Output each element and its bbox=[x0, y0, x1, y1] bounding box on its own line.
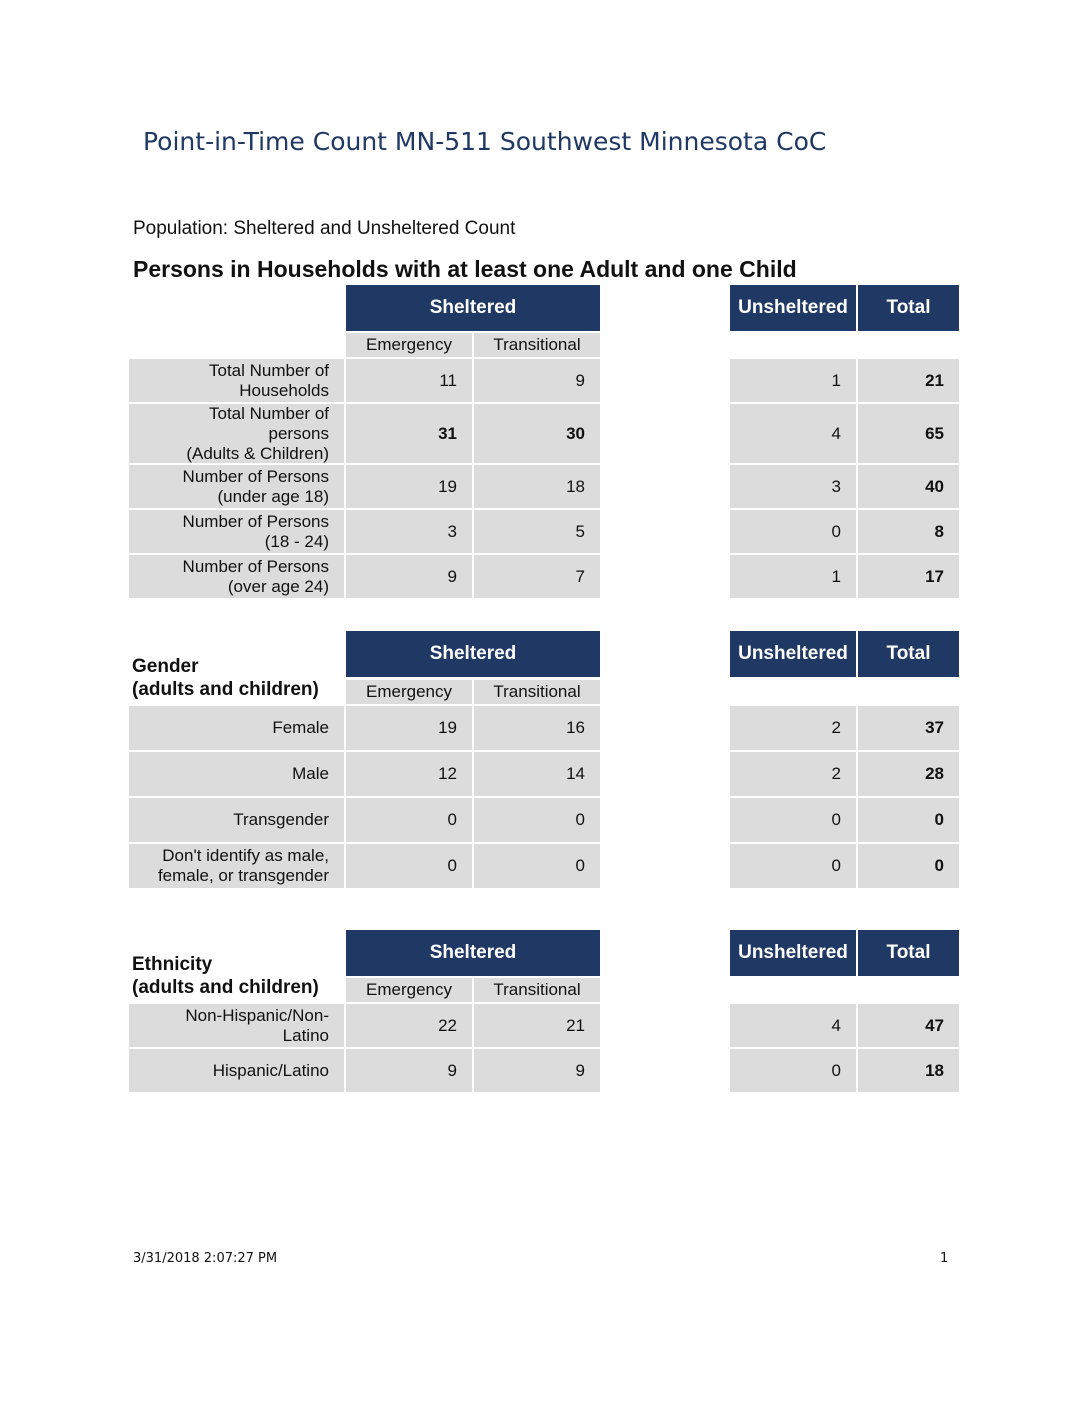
households-cell-transitional: 5 bbox=[474, 510, 600, 553]
gender-header-total: Total bbox=[858, 631, 959, 677]
ethnicity-cell-unsheltered: 4 bbox=[730, 1004, 856, 1047]
gender-row-label: Female bbox=[129, 706, 344, 750]
households-cell-emergency: 31 bbox=[346, 404, 472, 463]
households-cell-unsheltered: 1 bbox=[730, 555, 856, 598]
gender-cell-unsheltered: 2 bbox=[730, 752, 856, 796]
gender-row-label: Transgender bbox=[129, 798, 344, 842]
households-cell-unsheltered: 3 bbox=[730, 465, 856, 508]
gender-cell-total: 0 bbox=[858, 798, 959, 842]
ethnicity-cell-transitional: 21 bbox=[474, 1004, 600, 1047]
gender-cell-transitional: 16 bbox=[474, 706, 600, 750]
households-header-total: Total bbox=[858, 285, 959, 331]
gender-subheader-emergency: Emergency bbox=[346, 680, 472, 704]
gender-header-sheltered: Sheltered bbox=[346, 631, 600, 677]
gender-cell-transitional: 14 bbox=[474, 752, 600, 796]
gender-group-label: Gender (adults and children) bbox=[132, 656, 319, 700]
households-cell-emergency: 3 bbox=[346, 510, 472, 553]
gender-row-label: Male bbox=[129, 752, 344, 796]
ethnicity-cell-unsheltered: 0 bbox=[730, 1049, 856, 1092]
ethnicity-cell-transitional: 9 bbox=[474, 1049, 600, 1092]
ethnicity-header-unsheltered: Unsheltered bbox=[730, 930, 856, 976]
gender-cell-emergency: 12 bbox=[346, 752, 472, 796]
ethnicity-cell-emergency: 9 bbox=[346, 1049, 472, 1092]
households-cell-transitional: 7 bbox=[474, 555, 600, 598]
households-subheader-emergency: Emergency bbox=[346, 333, 472, 357]
households-row-label: Number of Persons (18 - 24) bbox=[129, 510, 344, 553]
ethnicity-cell-total: 18 bbox=[858, 1049, 959, 1092]
ethnicity-header-total: Total bbox=[858, 930, 959, 976]
ethnicity-cell-total: 47 bbox=[858, 1004, 959, 1047]
ethnicity-row-label: Hispanic/Latino bbox=[129, 1049, 344, 1092]
households-header-sheltered: Sheltered bbox=[346, 285, 600, 331]
gender-cell-emergency: 0 bbox=[346, 798, 472, 842]
gender-cell-transitional: 0 bbox=[474, 798, 600, 842]
households-row-label: Number of Persons (over age 24) bbox=[129, 555, 344, 598]
households-header-unsheltered: Unsheltered bbox=[730, 285, 856, 331]
households-cell-emergency: 19 bbox=[346, 465, 472, 508]
section-title: Persons in Households with at least one Adult and one Child bbox=[133, 256, 797, 282]
gender-subheader-transitional: Transitional bbox=[474, 680, 600, 704]
ethnicity-row-label: Non-Hispanic/Non- Latino bbox=[129, 1004, 344, 1047]
ethnicity-subheader-emergency: Emergency bbox=[346, 978, 472, 1002]
households-cell-emergency: 11 bbox=[346, 359, 472, 402]
gender-header-unsheltered: Unsheltered bbox=[730, 631, 856, 677]
households-cell-transitional: 9 bbox=[474, 359, 600, 402]
households-row-label: Total Number of Households bbox=[129, 359, 344, 402]
households-cell-unsheltered: 0 bbox=[730, 510, 856, 553]
gender-cell-emergency: 0 bbox=[346, 844, 472, 888]
households-cell-total: 17 bbox=[858, 555, 959, 598]
footer-timestamp: 3/31/2018 2:07:27 PM bbox=[133, 1251, 278, 1266]
households-cell-total: 65 bbox=[858, 404, 959, 463]
ethnicity-subheader-transitional: Transitional bbox=[474, 978, 600, 1002]
households-cell-total: 8 bbox=[858, 510, 959, 553]
ethnicity-header-sheltered: Sheltered bbox=[346, 930, 600, 976]
page-title: Point-in-Time Count MN-511 Southwest Minnesota CoC bbox=[143, 127, 827, 156]
households-cell-total: 21 bbox=[858, 359, 959, 402]
households-row-label: Total Number of persons (Adults & Children) bbox=[129, 404, 344, 463]
households-cell-transitional: 30 bbox=[474, 404, 600, 463]
gender-row-label: Don't identify as male, female, or transgender bbox=[129, 844, 344, 888]
households-row-label: Number of Persons (under age 18) bbox=[129, 465, 344, 508]
gender-cell-total: 28 bbox=[858, 752, 959, 796]
households-cell-total: 40 bbox=[858, 465, 959, 508]
gender-cell-emergency: 19 bbox=[346, 706, 472, 750]
households-cell-unsheltered: 1 bbox=[730, 359, 856, 402]
footer-page-number: 1 bbox=[940, 1251, 949, 1266]
ethnicity-group-label: Ethnicity (adults and children) bbox=[132, 954, 319, 998]
households-cell-unsheltered: 4 bbox=[730, 404, 856, 463]
population-label: Population: Sheltered and Unsheltered Count bbox=[133, 218, 516, 239]
households-subheader-transitional: Transitional bbox=[474, 333, 600, 357]
households-cell-transitional: 18 bbox=[474, 465, 600, 508]
gender-cell-unsheltered: 0 bbox=[730, 798, 856, 842]
gender-cell-transitional: 0 bbox=[474, 844, 600, 888]
gender-cell-total: 37 bbox=[858, 706, 959, 750]
gender-cell-total: 0 bbox=[858, 844, 959, 888]
gender-cell-unsheltered: 0 bbox=[730, 844, 856, 888]
ethnicity-cell-emergency: 22 bbox=[346, 1004, 472, 1047]
gender-cell-unsheltered: 2 bbox=[730, 706, 856, 750]
households-cell-emergency: 9 bbox=[346, 555, 472, 598]
